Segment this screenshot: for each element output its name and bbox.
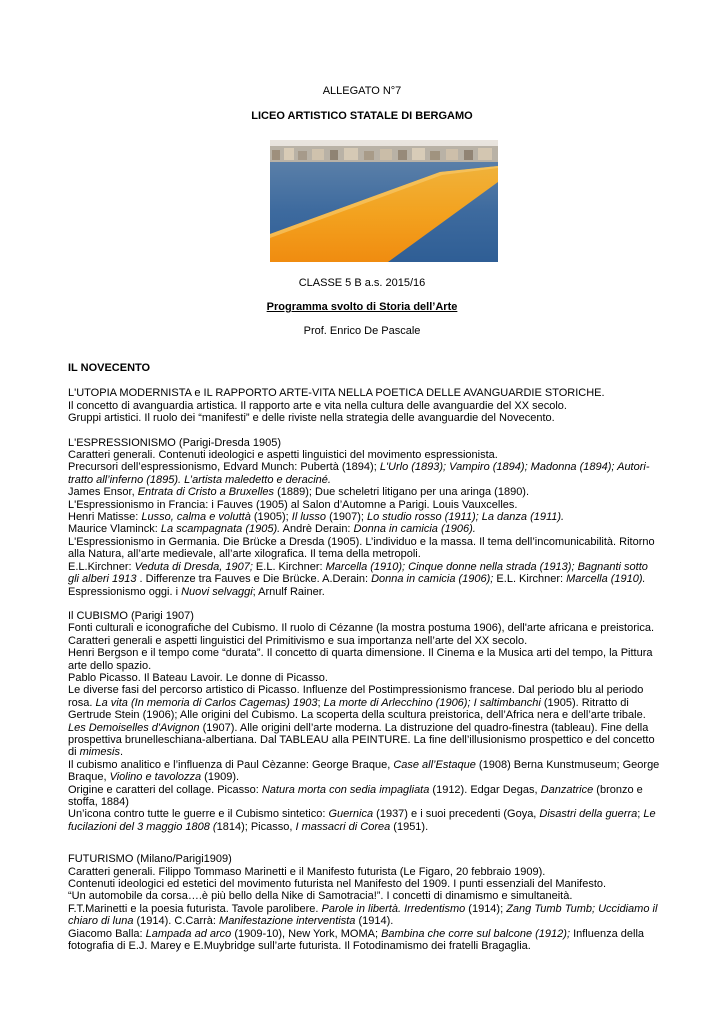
text-line: James Ensor, Entrata di Cristo a Bruxelles (1889); Due scheletri litigano per una aringa (1890).	[68, 486, 530, 499]
text-line: Precursori dell’espressionismo, Edvard Munch: Pubertà (1894); L'Urlo (1893); Vampiro (1894); Madonna (1894); Autori-	[68, 461, 650, 474]
text-line: F.T.Marinetti e la poesia futurista. Tavole parolibere. Parole in libertà. Irredentismo (1914); Zang Tumb Tumb; Uccidiamo il chiaro di luna (1914). C.Carrà: Manifestazione interventista (1914).	[68, 902, 658, 928]
text-line: gli alberi 1913 . Differenze tra Fauves e Die Brücke. A.Derain: Donna in camicia (1906); E.L. Kirchner: Marcella (1910).	[68, 573, 646, 586]
espressionismo-heading: L'ESPRESSIONISMO (Parigi-Dresda 1905)	[68, 436, 282, 449]
text-line: Pablo Picasso. Il Bateau Lavoir. Le donne di Picasso.	[68, 671, 328, 684]
text-line: Le diverse fasi del percorso artistico di Picasso. Influenze del Postimpressionismo francese. Dal periodo blu al periodo rosa. La vita (In memoria di Carlos Cagemas) 1903; La morte di Arlecchino (1906); I saltimbanchi (1905). Ritratto di Gertrude Stein (1906); Alle origini del Cubismo. La scoperta della scultura preistorica, dell’Africa nera e dell’arte tribale.	[68, 684, 646, 722]
text-line: L'Espressionismo in Germania. Die Brücke a Dresda (1905). L’individuo e la massa. Il tema dell’incomunicabilità. Ritorno alla Natura, all’arte medievale, all’arte xilografica. Il tema della metropoli.	[68, 535, 655, 561]
intro-line: L'UTOPIA MODERNISTA e IL RAPPORTO ARTE-VITA NELLA POETICA DELLE AVANGUARDIE STORICHE.	[68, 387, 605, 400]
program-body	[68, 362, 660, 964]
floating-piers-photo	[270, 140, 498, 262]
futurismo-block	[68, 853, 660, 952]
text-line: Caratteri generali. Contenuti ideologici e aspetti linguistici del movimento espressionista.	[68, 449, 498, 462]
text-line: tratto all’inferno (1895). L’artista maledetto e deraciné.	[68, 473, 331, 486]
section-title: IL NOVECENTO	[68, 362, 151, 374]
text-line: Il cubismo analitico e l’influenza di Paul Cèzanne: George Braque, Case all’Estaque (1908) Berna Kunstmuseum; George Braque, Violino e tavolozza (1909).	[68, 758, 660, 784]
text-line: Caratteri generali. Filippo Tommaso Marinetti e il Manifesto futurista (Le Figaro, 20 febbraio 1909).	[68, 865, 546, 878]
text-line: Henri Matisse: Lusso, calma e voluttà (1905); Il lusso (1907); Lo studio rosso (1911); La danza (1911).	[68, 511, 565, 524]
intro-block	[68, 387, 660, 424]
program-title: Programma svolto di Storia dell’Arte	[266, 301, 458, 313]
text-line: Henri Bergson e il tempo come “durata”. Il concetto di quarta dimensione. Il Cinema e la Musica arti del tempo, la Pittura arte dello spazio.	[68, 647, 653, 672]
cubismo-heading: Il CUBISMO (Parigi 1907)	[68, 609, 194, 622]
text-line: Origine e caratteri del collage. Picasso: Natura morta con sedia impagliata (1912). Edgar Degas, Danzatrice (bronzo e stoffa, 1884)	[68, 783, 643, 808]
class-year: CLASSE 5 B a.s. 2015/16	[298, 277, 426, 289]
text-line: L'Espressionismo in Francia: i Fauves (1905) al Salon d’Automne a Parigi. Louis Vauxcelles.	[68, 498, 518, 511]
text-line: Les Demoiselles d'Avignon (1907). Alle origini dell’arte moderna. La distruzione del quadro-finestra (tableau). Fine della prospettiva brunelleschiana-albertiana. Dal TABLEAU alla PEINTURE. La fine dell’illusionismo prospettico e del concetto di mimesis.	[68, 721, 655, 759]
espressionismo-block	[68, 437, 660, 598]
text-line: E.L.Kirchner: Veduta di Dresda, 1907; E.L. Kirchner: Marcella (1910); Cinque donne nella strada (1913); Bagnanti sotto	[68, 560, 648, 573]
text-line: Fonti culturali e iconografiche del Cubismo. Il ruolo di Cézanne (la mostra postuma 1906), dell'arte africana e preistorica.	[68, 622, 655, 635]
text-line: Un’icona contro tutte le guerre e il Cubismo sintetico: Guernica (1937) e i suoi precedenti (Goya, Disastri della guerra; Le fucilazioni del 3 maggio 1808 (1814); Picasso, I massacri di Corea (1951).	[68, 808, 656, 833]
text-line: Contenuti ideologici ed estetici del movimento futurista nel Manifesto del 1909. I punti essenziali del Manifesto.	[68, 878, 607, 891]
intro-line: Il concetto di avanguardia artistica. Il rapporto arte e vita nella cultura delle avanguardie del XX secolo.	[68, 399, 567, 412]
text-line: Espressionismo oggi. i Nuovi selvaggi; Arnulf Rainer.	[68, 585, 325, 598]
intro-line: Gruppi artistici. Il ruolo dei “manifesti” e delle riviste nella strategia delle avanguardie del Novecento.	[68, 412, 555, 425]
text-line: Maurice Vlaminck: La scampagnata (1905). Andrè Derain: Donna in camicia (1906).	[68, 523, 476, 536]
text-line: “Un automobile da corsa….è più bello della Nike di Samotracia!”. I concetti di dinamismo e simultaneità.	[68, 890, 573, 903]
school-name: LICEO ARTISTICO STATALE DI BERGAMO	[251, 110, 473, 122]
allegato-label: ALLEGATO N°7	[322, 85, 402, 97]
text-line: Caratteri generali e aspetti linguistici del Primitivismo e sua importanza nell’arte del XX secolo.	[68, 634, 528, 647]
futurismo-heading: FUTURISMO (Milano/Parigi1909)	[68, 853, 232, 866]
text-line: Giacomo Balla: Lampada ad arco (1909-10), New York, MOMA; Bambina che corre sul balcone (1912); Influenza della fotografia di E.J. Marey e E.Muybridge sull’arte futurista. Il Fotodinamismo dei fratelli Bragaglia.	[68, 927, 645, 953]
professor-name: Prof. Enrico De Pascale	[303, 325, 421, 337]
cubismo-block	[68, 610, 660, 833]
